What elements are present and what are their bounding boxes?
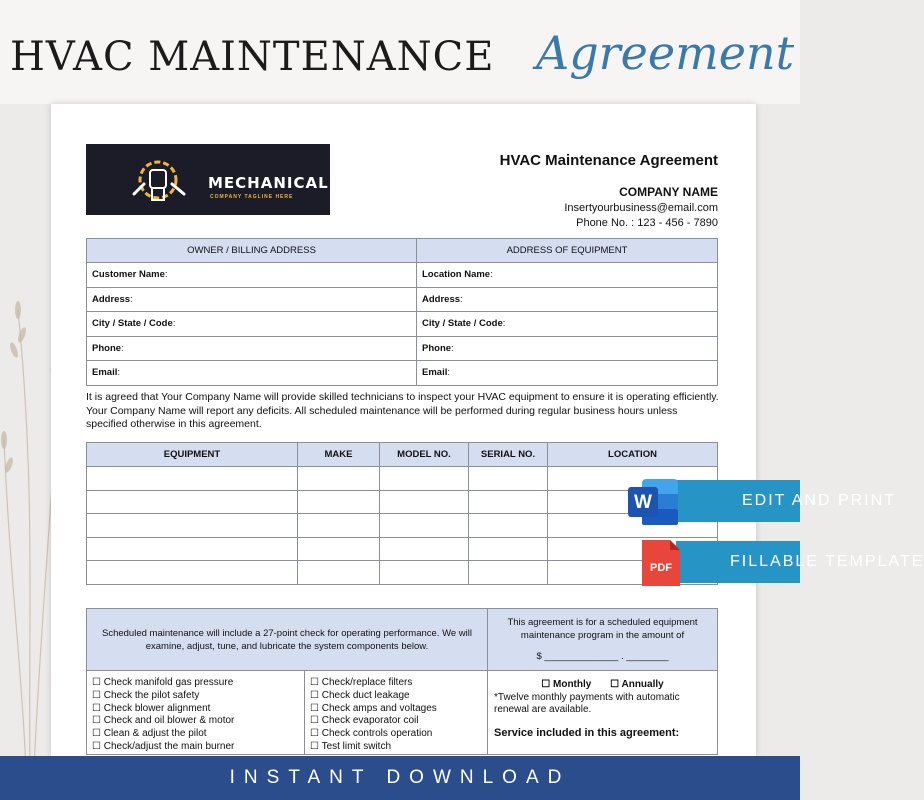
logo-name: MECHANICAL: [208, 174, 329, 192]
payment-note: *Twelve monthly payments with automatic renewal are available.: [494, 691, 680, 715]
checklist-item[interactable]: ☐ Check duct leakage: [310, 689, 410, 701]
checklist-item[interactable]: ☐ Check/replace filters: [310, 677, 413, 688]
model-header: MODEL NO.: [380, 443, 469, 467]
svg-text:PDF: PDF: [650, 562, 672, 574]
make-cell[interactable]: [298, 490, 380, 514]
banner-script-title: Agreement: [536, 26, 795, 80]
model-cell[interactable]: [380, 537, 469, 561]
billing-email-field[interactable]: Email:: [87, 361, 417, 386]
checklist-item[interactable]: ☐ Check blower alignment: [92, 702, 211, 714]
billing-phone-field[interactable]: Phone:: [87, 336, 417, 361]
equipment-table: [86, 442, 718, 585]
checklist-item[interactable]: ☐ Test limit switch: [310, 740, 392, 752]
svg-text:W: W: [634, 492, 652, 513]
make-cell[interactable]: [298, 561, 380, 585]
checklist-left: [87, 671, 305, 755]
model-cell[interactable]: [380, 514, 469, 538]
pdf-icon: [640, 538, 682, 588]
equipment-cell[interactable]: [87, 467, 298, 491]
checklist-item[interactable]: ☐ Check controls operation: [310, 728, 433, 740]
table-row: [87, 537, 718, 561]
serial-cell[interactable]: [469, 561, 548, 585]
equipment-header: EQUIPMENT: [87, 443, 298, 467]
make-cell[interactable]: [298, 514, 380, 538]
model-cell[interactable]: [380, 490, 469, 514]
fillable-template-label: FILLABLE TEMPLATE: [730, 553, 924, 570]
company-name: COMPANY NAME: [619, 185, 718, 199]
table-row: [87, 514, 718, 538]
table-row: [87, 561, 718, 585]
serial-header: SERIAL NO.: [469, 443, 548, 467]
table-row: [87, 490, 718, 514]
program-amount-cell: [488, 609, 718, 671]
checklist-item[interactable]: ☐ Check evaporator coil: [310, 715, 419, 727]
checklist-item[interactable]: ☐ Clean & adjust the pilot: [92, 728, 207, 740]
word-icon: [626, 477, 680, 527]
equipment-cell[interactable]: [87, 537, 298, 561]
checklist-item[interactable]: ☐ Check and oil blower & motor: [92, 715, 235, 727]
program-text: This agreement is for a scheduled equipment maintenance program in the amount of: [507, 617, 698, 641]
billing-address-field[interactable]: Address:: [87, 287, 417, 312]
company-logo: [86, 144, 330, 215]
serial-cell[interactable]: [469, 537, 548, 561]
model-cell[interactable]: [380, 561, 469, 585]
checklist-item[interactable]: ☐ Check manifold gas pressure: [92, 677, 234, 688]
make-cell[interactable]: [298, 467, 380, 491]
owner-billing-header: OWNER / BILLING ADDRESS: [87, 239, 417, 263]
payment-cell: [488, 671, 718, 755]
edit-print-label: EDIT AND PRINT: [742, 492, 896, 509]
service-heading: Service included in this agreement:: [494, 726, 680, 739]
header-banner: [0, 0, 800, 104]
model-cell[interactable]: [380, 467, 469, 491]
checklist-item[interactable]: ☐ Check amps and voltages: [310, 702, 437, 714]
customer-name-field[interactable]: Customer Name:: [87, 263, 417, 288]
equipment-phone-field[interactable]: Phone:: [417, 336, 718, 361]
maintenance-table: [86, 608, 718, 755]
monthly-checkbox[interactable]: ☐ Monthly: [541, 679, 592, 690]
make-cell[interactable]: [298, 537, 380, 561]
agreement-paragraph: It is agreed that Your Company Name will provide skilled technicians to inspect your HVAC equipment to ensure it is operating efficiently. Your Company Name will report any deficits. All scheduled maintenance will be performed during regular business hours unless specified otherwise in this agreement.: [86, 391, 719, 430]
address-table: [86, 238, 718, 386]
company-email: Insertyourbusiness@email.com: [564, 202, 718, 214]
logo-tagline: COMPANY TAGLINE HERE: [210, 194, 294, 200]
serial-cell[interactable]: [469, 467, 548, 491]
location-header: LOCATION: [548, 443, 718, 467]
checklist-item[interactable]: ☐ Check/adjust the main burner: [92, 740, 235, 752]
instant-download-footer: INSTANT DOWNLOAD: [0, 756, 800, 800]
equipment-address-header: ADDRESS OF EQUIPMENT: [417, 239, 718, 263]
frequency-options: [494, 679, 711, 692]
equipment-address-field[interactable]: Address:: [417, 287, 718, 312]
equipment-cell[interactable]: [87, 561, 298, 585]
serial-cell[interactable]: [469, 514, 548, 538]
equipment-cell[interactable]: [87, 490, 298, 514]
location-name-field[interactable]: Location Name:: [417, 263, 718, 288]
checklist-item[interactable]: ☐ Check the pilot safety: [92, 689, 200, 701]
table-row: [87, 467, 718, 491]
checklist-right: [305, 671, 488, 755]
company-phone: Phone No. : 123 - 456 - 7890: [576, 217, 718, 229]
edit-print-badge: [676, 480, 896, 522]
serial-cell[interactable]: [469, 490, 548, 514]
equipment-email-field[interactable]: Email:: [417, 361, 718, 386]
billing-city-field[interactable]: City / State / Code:: [87, 312, 417, 337]
annually-checkbox[interactable]: ☐ Annually: [610, 679, 664, 690]
gear-fist-icon: [130, 154, 200, 208]
equipment-city-field[interactable]: City / State / Code:: [417, 312, 718, 337]
company-info: [500, 152, 718, 229]
make-header: MAKE: [298, 443, 380, 467]
fillable-template-badge: [676, 541, 924, 583]
amount-line[interactable]: $ ______________ . ________: [536, 651, 669, 662]
banner-title: HVAC MAINTENANCE: [10, 34, 495, 80]
document-title: HVAC Maintenance Agreement: [499, 152, 718, 169]
equipment-cell[interactable]: [87, 514, 298, 538]
maintenance-intro: Scheduled maintenance will include a 27-point check for operating performance. We will examine, adjust, tune, and lubricate the system components below.: [87, 609, 488, 671]
agreement-document: [51, 104, 756, 756]
